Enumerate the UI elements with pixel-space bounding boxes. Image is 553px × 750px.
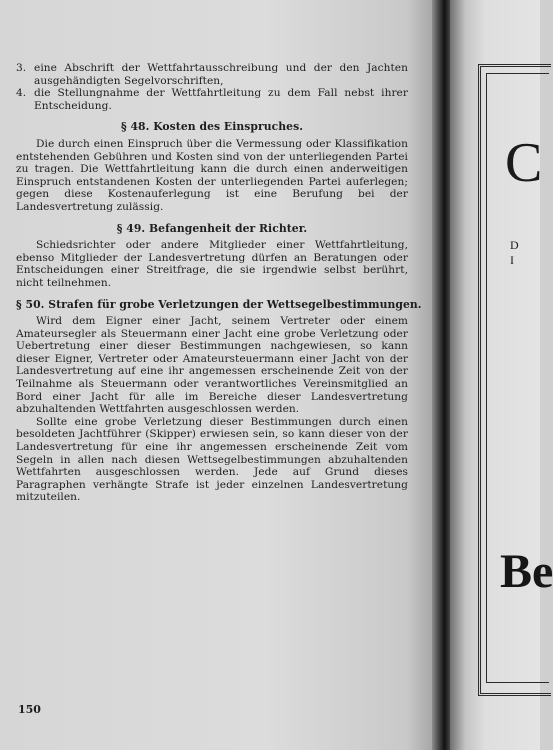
title-large-letter: C xyxy=(505,132,543,194)
list-number: 4. xyxy=(16,87,27,100)
title-bottom-word: Be xyxy=(500,545,553,598)
paragraph: Die durch einen Einspruch über die Vermessung oder Klassifikation entstehenden Gebühren und Kosten sind von der unterliegenden Partei zu tragen. Die Wettfahrtleitung kann die durch einen anderweitigen Einspruch entstandenen Kosten der unterliegenden Partei auferlegen; gegen diese Kostenauferlegung ist eine Berufung bei der Landesvertretung zulässig. xyxy=(16,137,408,213)
section-heading-50: § 50. Strafen für grobe Verletzungen der Wettsegelbestimmungen. xyxy=(16,297,422,311)
paragraph: Wird dem Eigner einer Jacht, seinem Vertreter oder einem Amateursegler als Steuermann einer Jacht eine grobe Verletzung oder Uebertretung einer dieser Bestimmungen nachgewiesen, so kann dieser Eigner, Vertreter oder Amateursteuermann einer Jacht von der Landesvertretung auf eine ihr angemessen erscheinende Zeit von der Teilnahme als Steuermann oder verantwortliches Vereinsmitglied an Bord einer Jacht für alle im Bereiche dieser Landesvertretung abzuhaltenden Wettfahrten ausgeschlossen werden. xyxy=(16,315,408,416)
section-heading-49: § 49. Befangenheit der Richter. xyxy=(116,221,308,235)
section-heading-48: § 48. Kosten des Einspruches. xyxy=(120,120,304,134)
list-item xyxy=(16,62,408,87)
title-spaced-text: D I xyxy=(510,238,525,267)
list-text: eine Abschrift der Wettfahrtausschreibung und der den Jachten ausgehändigten Segelvorschriften, xyxy=(34,62,408,87)
list-item xyxy=(16,87,408,112)
paragraph: Sollte eine grobe Verletzung dieser Bestimmungen durch einen besoldeten Jachtführer (Skipper) erwiesen sein, so kann dieser von der Landesvertretung für eine ihr angemessen erscheinende Zeit vom Segeln in allen nach diesen Wettsegelbestimmungen abzuhaltenden Wettfahrten ausgeschlossen werden. Jede auf Grund dieses Paragraphen verhängte Strafe ist jeder einzelnen Landesvertretung mitzuteilen. xyxy=(16,415,408,504)
paragraph: Schiedsrichter oder andere Mitglieder einer Wettfahrtleitung, ebenso Mitglieder der Landesvertretung dürfen an Beratungen oder Entscheidungen einer Streitfrage, die sie irgendwie selbst berührt, nicht teilnehmen. xyxy=(16,239,408,289)
list-number: 3. xyxy=(16,62,27,74)
page-number: 150 xyxy=(18,703,41,716)
book-gutter xyxy=(432,0,450,750)
list-text: die Stellungnahme der Wettfahrtleitung zu dem Fall nebst ihrer Entscheidung. xyxy=(34,87,408,112)
text-column xyxy=(16,62,422,504)
